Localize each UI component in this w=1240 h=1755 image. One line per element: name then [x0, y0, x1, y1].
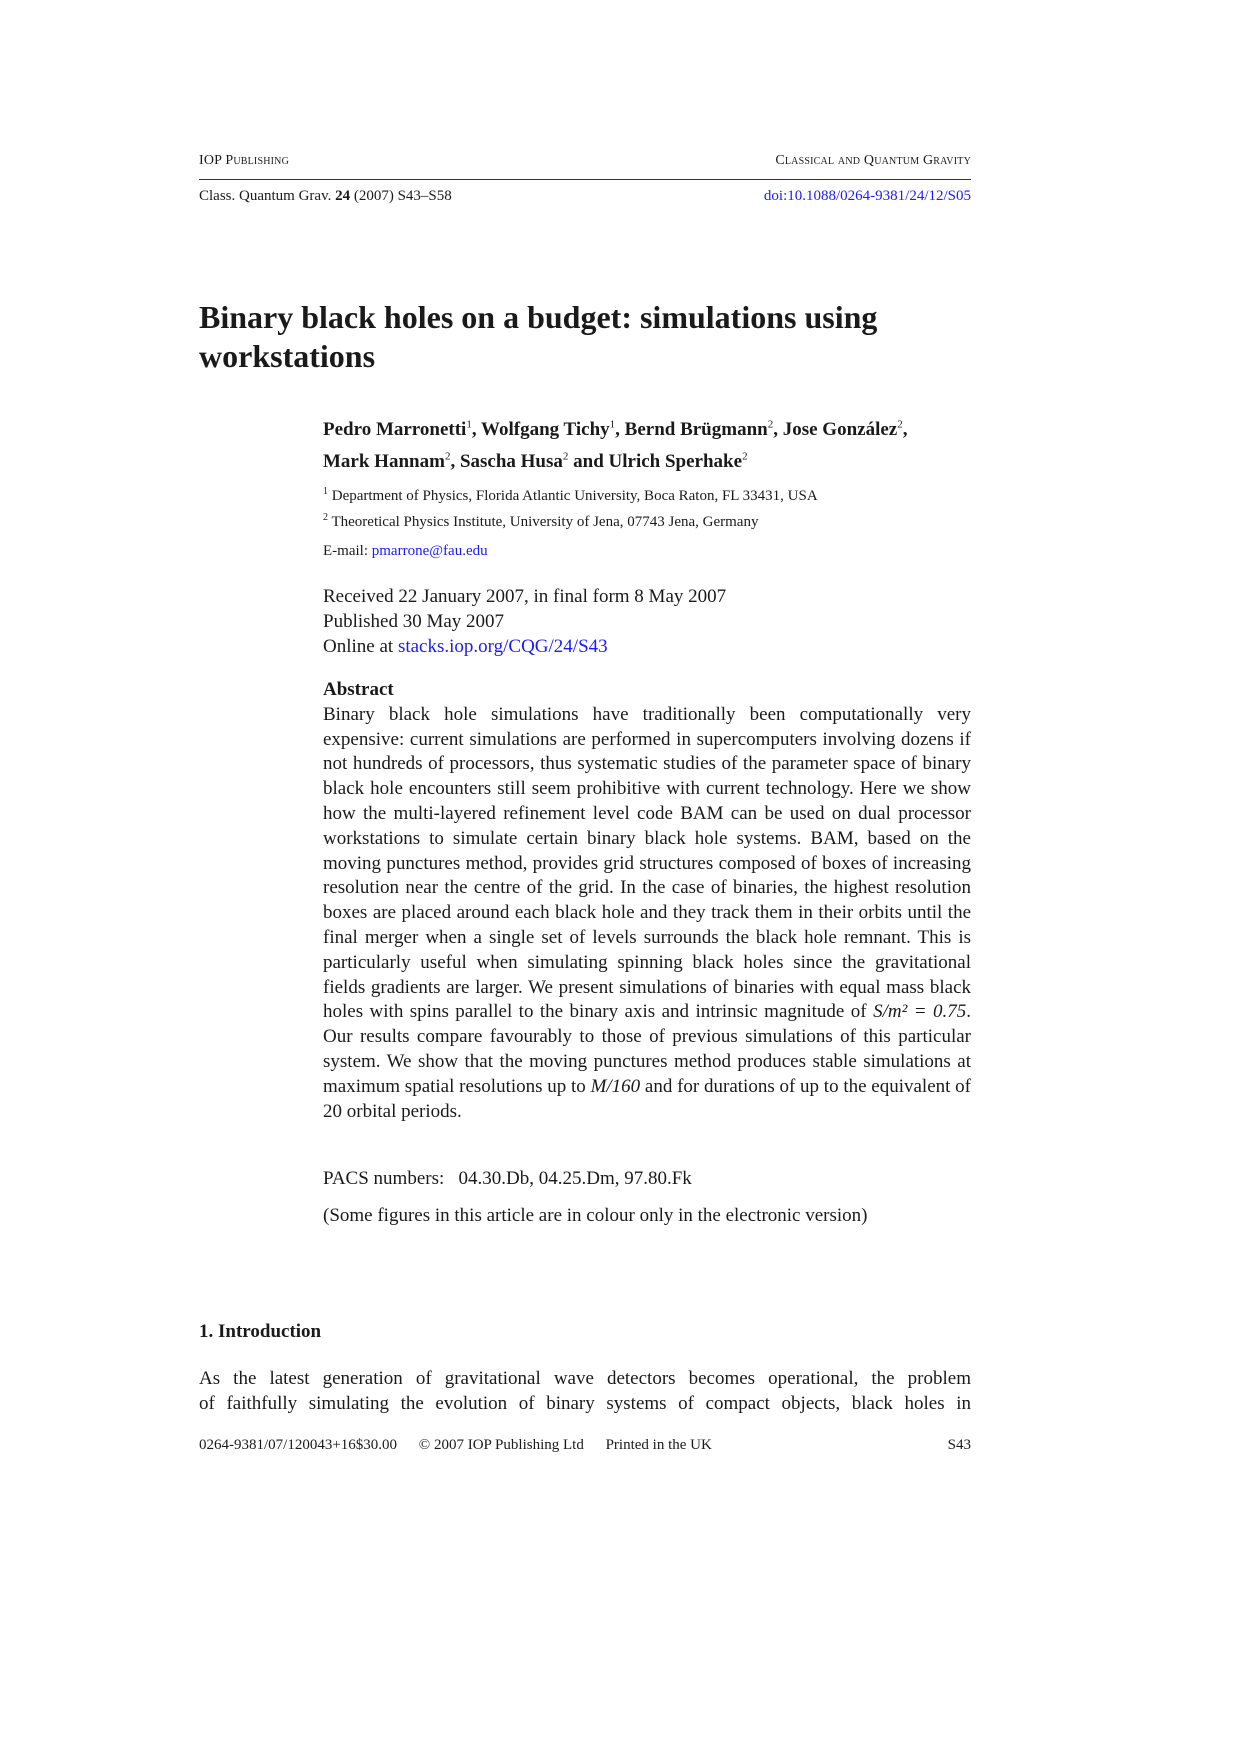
footer-info [199, 1437, 712, 1454]
footer-printed: Printed in the UK [605, 1437, 712, 1453]
abstract-heading: Abstract [323, 679, 394, 700]
affiliation: $^2$ Theoretical Physics Institute, University of Jena, 07743 Jena, Germany [323, 512, 759, 530]
journal-name: Classical and Quantum Gravity [775, 153, 971, 168]
received-date: Received 22 January 2007, in final form 8 May 2007 [323, 586, 727, 607]
publication-dates [323, 584, 971, 659]
footer-code: 0264-9381/07/120043+16$30.00 [199, 1437, 398, 1453]
author: Wolfgang Tichy$^1$, [481, 419, 625, 441]
author: Ulrich Sperhake$^2$ [608, 450, 748, 472]
abstract-text: Binary black hole simulations have traditionally been computationally very expensive: current simulations are performed in supercomputers involving dozens if not hundreds of processors, thus systematic studies of the parameter space of binary black hole encounters still seem prohibitive with current technology. Here we show how the multi-layered refinement level code BAM can be used on dual processor workstations to simulate certain binary black hole systems. BAM, based on the moving punctures method, provides grid structures composed of boxes of increasing resolution near the centre of the grid. In the case of binaries, the highest resolution boxes are placed around each black hole and they track them in their orbits until the final merger when a single set of levels surrounds the black hole remnant. This is particularly useful when simulating spinning black holes since the gravitational fields gradients are larger. We present simulations of binaries with equal mass black holes with spins parallel to the binary axis and intrinsic magnitude of S/m² = 0.75. Our results compare favourably to those of previous simulations of this particular system. We show that the moving punctures method produces stable simulations at maximum spatial resolutions up to M/160 and for durations of up to the equivalent of 20 orbital periods. [323, 703, 972, 1122]
citation [199, 188, 452, 205]
citation-volume: 24 [335, 188, 351, 204]
math-resolution: M/160 [590, 1075, 641, 1097]
page-footer [199, 1437, 971, 1454]
footer-copyright: © 2007 IOP Publishing Ltd [418, 1437, 584, 1453]
pacs-label: PACS numbers: [323, 1168, 445, 1189]
author: Sascha Husa$^2$ and [459, 450, 609, 472]
abstract [323, 678, 971, 1124]
colour-note: (Some figures in this article are in colour only in the electronic version) [323, 1205, 868, 1226]
author: Mark Hannam$^2$, [323, 450, 460, 472]
contact-email [323, 543, 971, 560]
section-heading-introduction: 1. Introduction [199, 1321, 322, 1342]
online-line: Online at stacks.iop.org/CQG/24/S43 [323, 636, 608, 657]
paper-title: Binary black holes on a budget: simulations using workstations [199, 299, 878, 374]
affiliation-list [323, 481, 971, 533]
author: Pedro Marronetti$^1$, [323, 419, 482, 441]
citation-prefix: Class. Quantum Grav. [199, 188, 332, 204]
pacs-values: 04.30.Db, 04.25.Dm, 97.80.Fk [458, 1168, 692, 1189]
email-link[interactable]: pmarrone@fau.edu [371, 543, 488, 559]
email-label: E-mail: [323, 543, 368, 559]
publisher-name: IOP Publishing [199, 153, 290, 168]
doi-link[interactable]: doi:10.1088/0264-9381/24/12/S05 [763, 188, 971, 204]
running-header [199, 153, 971, 180]
introduction-text [199, 1366, 971, 1416]
citation-line [199, 188, 971, 205]
page-number: S43 [947, 1437, 971, 1453]
intro-line: of faithfully simulating the evolution of binary systems of compact objects, black holes in [199, 1393, 971, 1414]
author-list [323, 412, 971, 475]
author: Jose González$^2$, [782, 419, 908, 441]
intro-line: As the latest generation of gravitational wave detectors becomes operational, the problem [199, 1368, 971, 1389]
citation-suffix: (2007) S43–S58 [353, 188, 452, 204]
math-spin-ratio: S/m² = 0.75 [873, 1001, 967, 1023]
online-url-link[interactable]: stacks.iop.org/CQG/24/S43 [397, 636, 608, 657]
published-date: Published 30 May 2007 [323, 611, 505, 632]
author: Bernd Brügmann$^2$, [624, 419, 783, 441]
affiliation: $^1$ Department of Physics, Florida Atlantic University, Boca Raton, FL 33431, USA [323, 486, 818, 504]
pacs-numbers [323, 1168, 971, 1190]
